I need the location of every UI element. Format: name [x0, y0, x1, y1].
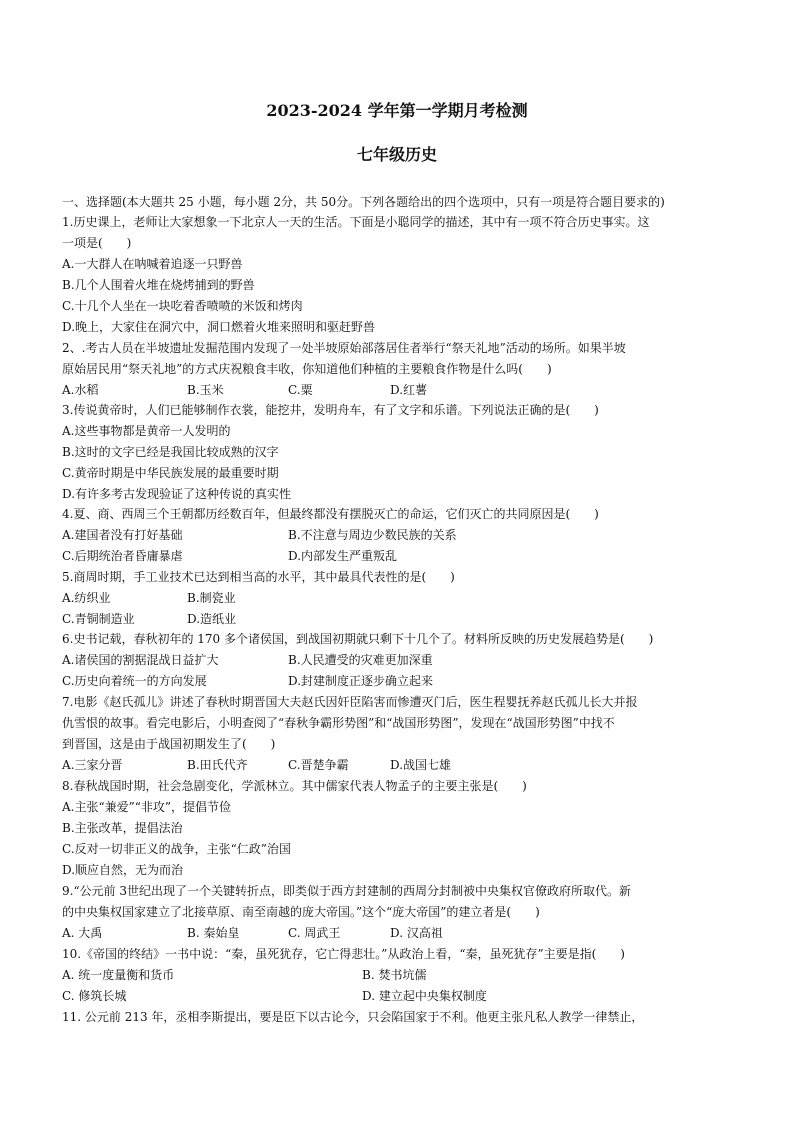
q4-stem: 4.夏、商、西周三个王朝都历经数百年，但最终都没有摆脱灭亡的命运，它们灭亡的共同原因是( )	[62, 507, 599, 521]
q6-option-c: C.历史向着统一的方向发展	[62, 674, 207, 688]
q4-options-row2	[62, 548, 722, 564]
section-instruction: 一、选择题(本大题共 25 小题，每小题 2分，共 50分。下列各题给出的四个选项中，只有一项是符合题目要求的)	[62, 195, 665, 209]
q3-stem: 3.传说黄帝时，人们已能够制作衣裳，能挖井，发明舟车，有了文字和乐谱。下列说法正确的是( )	[62, 403, 599, 417]
q7-stem-line2: 仇雪恨的故事。看完电影后，小明查阅了“春秋争霸形势图”和“战国形势图”，发现在“战国形势图”中找不	[62, 716, 615, 730]
q8-stem: 8.春秋战国时期，社会急剧变化，学派林立。其中儒家代表人物孟子的主要主张是( )	[62, 779, 527, 793]
q3-option-d: D.有许多考古发现验证了这种传说的真实性	[62, 487, 292, 501]
q9-option-d: D. 汉高祖	[390, 926, 443, 940]
q9-stem-line1: 9.“公元前 3世纪出现了一个关键转折点，即类似于西方封建制的西周分封制被中央集权官僚政府所取代。新	[62, 884, 632, 898]
q6-stem: 6.史书记载，春秋初年的 170 多个诸侯国，到战国初期就只剩下十几个了。材料所反映的历史发展趋势是( )	[62, 632, 654, 646]
q9-stem-line2: 的中央集权国家建立了北接草原、南至南越的庞大帝国。”这个“庞大帝国”的建立者是( )	[62, 905, 540, 919]
q9-option-b: B. 秦始皇	[187, 926, 240, 940]
q9-option-c: C. 周武王	[288, 926, 341, 940]
q4-option-d: D.内部发生严重叛乱	[288, 549, 398, 563]
q6-options-row2	[62, 673, 722, 689]
q11-stem-line1: 11. 公元前 213 年，丞相李斯提出，要是臣下以古论今，只会陷国家于不利。他更主张凡私人教学一律禁止，	[62, 1010, 644, 1024]
q5-option-a: A.纺织业	[62, 591, 111, 605]
q10-option-b: B. 焚书坑儒	[362, 968, 427, 982]
q8-option-c: C.反对一切非正义的战争，主张“仁政”治国	[62, 842, 291, 856]
q8-option-a: A.主张“兼爱”“非攻”，提倡节俭	[62, 800, 232, 814]
q10-stem: 10.《帝国的终结》一书中说：“秦，虽死犹存，它亡得悲壮。”从政治上看，“秦，虽死犹存”主要是指( )	[62, 947, 625, 961]
q10-option-c: C. 修筑长城	[62, 989, 127, 1003]
q5-option-b: B.制瓷业	[187, 591, 236, 605]
q8-option-b: B.主张改革，提倡法治	[62, 821, 183, 835]
q7-stem-line3: 到晋国，这是由于战国初期发生了( )	[62, 737, 276, 751]
q7-stem-line1: 7.电影《赵氏孤儿》讲述了春秋时期晋国大夫赵氏因奸臣陷害而惨遭灭门后，医生程婴抚养赵氏孤儿长大并报	[62, 695, 638, 709]
q10-option-d: D. 建立起中央集权制度	[362, 989, 487, 1003]
q5-option-d: D.造纸业	[187, 612, 237, 626]
q5-stem: 5.商周时期，手工业技术已达到相当高的水平，其中最具代表性的是( )	[62, 570, 455, 584]
q10-option-a: A. 统一度量衡和货币	[62, 968, 175, 982]
q6-option-a: A.诸侯国的割据混战日益扩大	[62, 653, 219, 667]
q7-option-a: A.三家分晋	[62, 758, 123, 772]
q7-option-b: B.田氏代齐	[187, 758, 248, 772]
q2-option-a: A.水稻	[62, 383, 99, 397]
q1-option-c: C.十几个人坐在一块吃着香喷喷的米饭和烤肉	[62, 299, 303, 313]
q9-option-a: A. 大禹	[62, 926, 103, 940]
q7-options	[62, 757, 722, 773]
q1-option-b: B.几个人围着火堆在烧烤捕到的野兽	[62, 278, 255, 292]
q1-option-d: D.晚上，大家住在洞穴中，洞口燃着火堆来照明和驱赶野兽	[62, 320, 376, 334]
q2-options	[62, 382, 722, 398]
q1-stem-line2: 一项是( )	[62, 236, 132, 250]
q8-option-d: D.顺应自然，无为而治	[62, 863, 184, 877]
q3-option-b: B.这时的文字已经是我国比较成熟的汉字	[62, 445, 279, 459]
exam-subtitle: 七年级历史	[356, 145, 437, 164]
q2-stem-line2: 原始居民用“祭天礼地”的方式庆祝粮食丰收，你知道他们种植的主要粮食作物是什么吗( )	[62, 362, 552, 376]
q3-option-a: A.这些事物都是黄帝一人发明的	[62, 424, 231, 438]
q2-stem-line1: 2、.考古人员在半坡遗址发掘范围内发现了一处半坡原始部落居住者举行“祭天礼地”活动的场所。如果半坡	[62, 341, 626, 355]
q4-option-a: A.建国者没有打好基础	[62, 528, 183, 542]
q5-option-c: C.青铜制造业	[62, 612, 135, 626]
q6-options-row1	[62, 652, 722, 668]
q7-option-d: D.战国七雄	[390, 758, 452, 772]
q4-option-c: C.后期统治者昏庸暴虐	[62, 549, 183, 563]
q10-options-row2	[62, 988, 722, 1004]
exam-title: 2023-2024 学年第一学期月考检测	[266, 101, 528, 120]
q4-option-b: B.不注意与周边少数民族的关系	[288, 528, 457, 542]
q6-option-d: D.封建制度正逐步确立起来	[288, 674, 434, 688]
q6-option-b: B.人民遭受的灾难更加深重	[288, 653, 433, 667]
q4-options-row1	[62, 527, 722, 543]
q5-options-row2	[62, 611, 722, 627]
q9-options	[62, 925, 722, 941]
q1-stem-line1: 1.历史课上，老师让大家想象一下北京人一天的生活。下面是小聪同学的描述，其中有一项不符合历史事实。这	[62, 215, 650, 229]
q7-option-c: C.晋楚争霸	[288, 758, 349, 772]
q2-option-d: D.红薯	[390, 383, 428, 397]
q5-options-row1	[62, 590, 722, 606]
q3-option-c: C.黄帝时期是中华民族发展的最重要时期	[62, 466, 279, 480]
q2-option-b: B.玉米	[187, 383, 224, 397]
q2-option-c: C.粟	[288, 383, 313, 397]
q1-option-a: A.一大群人在呐喊着追逐一只野兽	[62, 257, 243, 271]
q10-options-row1	[62, 967, 722, 983]
